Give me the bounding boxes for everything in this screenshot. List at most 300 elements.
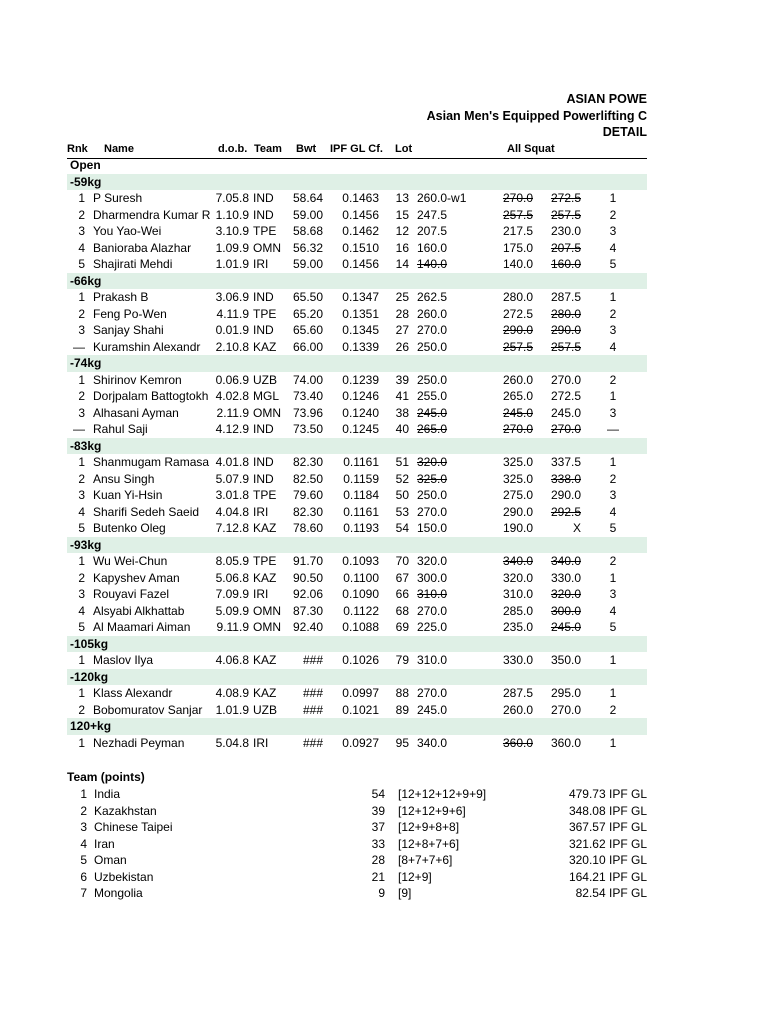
- team-name: Kazakhstan: [94, 803, 157, 818]
- team-rank: 3: [80, 820, 87, 834]
- squat-place: 2: [609, 372, 617, 387]
- squat-attempt-3: 257.5: [550, 207, 581, 222]
- squat-attempt-3: 245.0: [550, 405, 581, 420]
- athlete-name: Wu Wei-Chun: [93, 554, 168, 568]
- rank-cell: 2: [78, 471, 85, 486]
- squat-attempt-3: 257.5: [550, 339, 581, 354]
- ipf-gl-cell: 0.1193: [343, 521, 379, 535]
- lot-cell: 12: [395, 224, 409, 238]
- ipf-gl-cell: 0.1510: [342, 240, 379, 255]
- bodyweight-cell: ###: [302, 702, 323, 717]
- lot-cell: 67: [395, 570, 409, 585]
- dob-cell: 5.07.9: [215, 471, 249, 486]
- rank-cell: 2: [78, 570, 85, 585]
- lot-cell: 68: [395, 603, 409, 618]
- team-points-detail: [12+12+12+9+9]: [398, 787, 487, 801]
- weight-class-label: -74kg: [70, 356, 102, 370]
- squat-attempt-2: 280.0: [502, 290, 533, 304]
- lot-cell: 25: [395, 290, 409, 304]
- team-cell: IND: [253, 191, 274, 205]
- dob-cell: 4.02.8: [215, 389, 249, 403]
- ipf-gl-cell: 0.1345: [342, 323, 379, 337]
- dob-cell: 9.11.9: [216, 620, 249, 634]
- rank-cell: 3: [78, 587, 85, 601]
- header-all-squat: All Squat: [507, 143, 555, 155]
- squat-attempt-3: 338.0: [550, 471, 581, 486]
- ipf-gl-cell: 0.1093: [342, 554, 379, 568]
- lot-cell: 40: [395, 422, 409, 436]
- ipf-gl-cell: 0.1088: [342, 620, 379, 634]
- dob-cell: 1.01.9: [215, 702, 249, 717]
- lot-cell: 54: [395, 521, 409, 535]
- bodyweight-cell: ###: [302, 686, 323, 700]
- lot-cell: 38: [395, 405, 409, 420]
- team-cell: KAZ: [253, 653, 277, 667]
- team-ipf-gl-score: 321.62 IPF GL: [568, 836, 647, 851]
- team-ipf-gl-score: 479.73 IPF GL: [568, 787, 647, 801]
- weight-class-header: [67, 636, 647, 653]
- squat-attempt-1: 260.0: [417, 306, 448, 321]
- squat-attempt-3: 270.0: [550, 702, 581, 717]
- squat-attempt-3: 280.0: [550, 306, 581, 321]
- squat-place: 5: [609, 620, 617, 634]
- squat-attempt-3: 270.0: [550, 372, 581, 387]
- header-lot: Lot: [395, 143, 413, 155]
- lot-cell: 69: [395, 620, 409, 634]
- squat-attempt-1: 150.0: [417, 521, 448, 535]
- athlete-name: Kapyshev Aman: [93, 570, 180, 585]
- team-cell: KAZ: [253, 521, 277, 535]
- squat-attempt-1: 300.0: [417, 570, 448, 585]
- rank-cell: 5: [78, 257, 85, 271]
- dob-cell: 2.11.9: [216, 405, 249, 420]
- bodyweight-cell: 74.00: [292, 372, 323, 387]
- lot-cell: 50: [395, 488, 409, 502]
- lot-cell: 14: [395, 257, 409, 271]
- squat-attempt-2: 325.0: [502, 471, 533, 486]
- athlete-row: [67, 471, 647, 488]
- ipf-gl-cell: 0.1122: [343, 603, 379, 618]
- results-table: [67, 157, 647, 751]
- squat-attempt-1: 270.0: [417, 686, 448, 700]
- ipf-gl-cell: 0.1239: [342, 372, 379, 387]
- ipf-gl-cell: 0.1161: [343, 455, 379, 469]
- squat-attempt-1: 262.5: [417, 290, 448, 304]
- bodyweight-cell: 82.50: [292, 471, 323, 486]
- rank-cell: 1: [78, 554, 85, 568]
- bodyweight-cell: 92.40: [292, 620, 323, 634]
- dob-cell: 4.12.9: [215, 422, 249, 436]
- lot-cell: 39: [395, 372, 409, 387]
- team-cell: IND: [253, 471, 274, 486]
- athlete-row: [67, 306, 647, 323]
- squat-attempt-3: 290.0: [550, 323, 581, 337]
- rank-cell: 3: [78, 224, 85, 238]
- squat-attempt-1: 207.5: [417, 224, 448, 238]
- squat-attempt-2: 325.0: [502, 455, 533, 469]
- team-cell: OMN: [253, 240, 281, 255]
- ipf-gl-cell: 0.0997: [342, 686, 379, 700]
- athlete-row: [67, 207, 647, 224]
- athlete-row: [67, 322, 647, 339]
- bodyweight-cell: 78.60: [292, 521, 323, 535]
- squat-attempt-2: 310.0: [502, 587, 533, 601]
- bodyweight-cell: 58.68: [292, 224, 323, 238]
- dob-cell: 5.09.9: [215, 603, 249, 618]
- team-cell: UZB: [253, 372, 277, 387]
- team-name: Mongolia: [94, 886, 143, 900]
- squat-attempt-2: 330.0: [502, 653, 533, 667]
- squat-attempt-1: 250.0: [417, 488, 448, 502]
- dob-cell: 1.01.9: [215, 257, 249, 271]
- ipf-gl-cell: 0.1245: [342, 422, 379, 436]
- team-ipf-gl-score: 367.57 IPF GL: [568, 820, 647, 834]
- team-cell: KAZ: [253, 339, 277, 354]
- squat-place: 1: [609, 290, 617, 304]
- ipf-gl-cell: 0.1240: [342, 405, 379, 420]
- lot-cell: 28: [395, 306, 409, 321]
- team-ipf-gl-score: 320.10 IPF GL: [568, 853, 647, 867]
- document-title-line-3: DETAIL: [602, 125, 647, 139]
- weight-class-label: -93kg: [70, 537, 102, 552]
- bodyweight-cell: 73.40: [292, 389, 323, 403]
- dob-cell: 1.10.9: [215, 207, 249, 222]
- team-name: Oman: [94, 853, 127, 867]
- athlete-row: [67, 735, 647, 752]
- squat-place: 4: [609, 504, 617, 519]
- athlete-row: [67, 240, 647, 257]
- squat-attempt-3: 290.0: [550, 488, 581, 502]
- athlete-name: Rahul Saji: [93, 422, 148, 436]
- dob-cell: 8.05.9: [215, 554, 249, 568]
- team-cell: UZB: [253, 702, 277, 717]
- squat-attempt-3: 272.5: [550, 389, 581, 403]
- squat-place: 1: [609, 389, 617, 403]
- ipf-gl-cell: 0.1347: [342, 290, 379, 304]
- squat-place: 5: [609, 521, 617, 535]
- header-dob: d.o.b.: [218, 143, 248, 155]
- team-row: [67, 803, 647, 820]
- team-cell: IRI: [253, 257, 269, 271]
- team-name: Iran: [94, 836, 115, 851]
- squat-attempt-1: 250.0: [417, 372, 448, 387]
- team-points-detail: [12+9+8+8]: [398, 820, 460, 834]
- bodyweight-cell: 59.00: [292, 257, 323, 271]
- team-rank: 2: [80, 803, 87, 818]
- athlete-name: Bobomuratov Sanjar: [93, 702, 203, 717]
- team-cell: IND: [253, 290, 274, 304]
- squat-attempt-3: 350.0: [550, 653, 581, 667]
- bodyweight-cell: 59.00: [292, 207, 323, 222]
- team-rank: 5: [80, 853, 87, 867]
- squat-attempt-1: 255.0: [417, 389, 448, 403]
- team-name: Uzbekistan: [94, 869, 154, 884]
- team-cell: IND: [253, 422, 274, 436]
- rank-cell: 1: [78, 653, 85, 667]
- squat-attempt-3: 360.0: [550, 735, 581, 750]
- team-row: [67, 852, 647, 869]
- ipf-gl-cell: 0.1456: [342, 207, 379, 222]
- squat-attempt-3: 300.0: [550, 603, 581, 618]
- squat-attempt-1: 265.0: [417, 422, 448, 436]
- squat-attempt-1: 140.0: [417, 257, 448, 271]
- weight-class-label: -66kg: [70, 273, 102, 288]
- bodyweight-cell: 91.70: [292, 554, 323, 568]
- ipf-gl-cell: 0.1339: [342, 339, 379, 354]
- team-rank: 7: [80, 886, 87, 900]
- squat-place: 3: [609, 587, 617, 601]
- bodyweight-cell: 58.64: [292, 191, 323, 205]
- bodyweight-cell: 79.60: [292, 488, 323, 502]
- athlete-name: Kuramshin Alexandr: [93, 339, 201, 354]
- squat-attempt-2: 260.0: [502, 702, 533, 717]
- lot-cell: 15: [395, 207, 409, 222]
- bodyweight-cell: 56.32: [292, 240, 323, 255]
- team-points: 28: [371, 853, 385, 867]
- team-ipf-gl-score: 164.21 IPF GL: [568, 869, 647, 884]
- squat-attempt-2: 272.5: [502, 306, 533, 321]
- team-ipf-gl-score: 82.54 IPF GL: [575, 886, 647, 900]
- athlete-row: [67, 388, 647, 405]
- header-rnk: Rnk: [67, 143, 88, 155]
- weight-class-header: [67, 174, 647, 191]
- team-cell: TPE: [253, 224, 277, 238]
- athlete-name: Rouyavi Fazel: [93, 587, 170, 601]
- dob-cell: 4.04.8: [215, 504, 249, 519]
- squat-place: 2: [609, 471, 617, 486]
- lot-cell: 70: [395, 554, 409, 568]
- lot-cell: 27: [395, 323, 409, 337]
- lot-cell: 66: [395, 587, 409, 601]
- squat-attempt-2: 285.0: [502, 603, 533, 618]
- rank-cell: 3: [78, 323, 85, 337]
- bodyweight-cell: 66.00: [292, 339, 323, 354]
- bodyweight-cell: 65.20: [292, 306, 323, 321]
- athlete-name: Dharmendra Kumar R: [93, 207, 211, 222]
- athlete-row: [67, 372, 647, 389]
- squat-place: 1: [609, 653, 617, 667]
- rank-cell: 3: [78, 405, 85, 420]
- athlete-name: Kuan Yi-Hsin: [93, 488, 163, 502]
- athlete-row: [67, 405, 647, 422]
- weight-class-header: [67, 537, 647, 554]
- header-bwt: Bwt: [296, 143, 317, 155]
- ipf-gl-cell: 0.1456: [342, 257, 379, 271]
- squat-place: 4: [609, 240, 617, 255]
- team-points: 21: [371, 869, 385, 884]
- rank-cell: 1: [78, 455, 85, 469]
- weight-class-label: 120+kg: [70, 719, 112, 733]
- athlete-name: Prakash B: [93, 290, 149, 304]
- team-name: India: [94, 787, 121, 801]
- lot-cell: 53: [395, 504, 409, 519]
- weight-class-label: -120kg: [70, 669, 109, 684]
- rank-cell: 5: [78, 521, 85, 535]
- weight-class-header: [67, 669, 647, 686]
- athlete-name: Banioraba Alazhar: [93, 240, 192, 255]
- squat-attempt-2: 320.0: [502, 570, 533, 585]
- lot-cell: 16: [395, 240, 409, 255]
- athlete-row: [67, 553, 647, 570]
- bodyweight-cell: 65.60: [292, 323, 323, 337]
- lot-cell: 79: [395, 653, 409, 667]
- team-rank: 1: [80, 787, 87, 801]
- lot-cell: 88: [395, 686, 409, 700]
- team-cell: IND: [253, 323, 274, 337]
- athlete-name: Butenko Oleg: [93, 521, 166, 535]
- athlete-row: [67, 339, 647, 356]
- squat-attempt-3: 320.0: [550, 587, 581, 601]
- athlete-row: [67, 487, 647, 504]
- team-name: Chinese Taipei: [94, 820, 173, 834]
- team-points: 54: [371, 787, 385, 801]
- squat-attempt-3: 340.0: [550, 554, 581, 568]
- team-points: 9: [378, 886, 385, 900]
- rank-cell: 2: [78, 207, 85, 222]
- team-points-detail: [12+9]: [398, 869, 432, 884]
- team-rank: 4: [80, 836, 87, 851]
- team-cell: OMN: [253, 620, 281, 634]
- bodyweight-cell: ###: [302, 735, 323, 750]
- squat-place: 5: [609, 257, 617, 271]
- team-cell: TPE: [253, 554, 277, 568]
- team-cell: KAZ: [253, 686, 277, 700]
- team-row: [67, 885, 647, 902]
- squat-attempt-1: 260.0-w1: [417, 191, 467, 205]
- squat-attempt-1: 325.0: [417, 471, 448, 486]
- dob-cell: 1.09.9: [215, 240, 249, 255]
- squat-attempt-1: 250.0: [417, 339, 448, 354]
- squat-attempt-1: 160.0: [417, 240, 448, 255]
- team-points: 37: [371, 820, 385, 834]
- lot-cell: 26: [395, 339, 409, 354]
- athlete-row: [67, 586, 647, 603]
- athlete-row: [67, 570, 647, 587]
- lot-cell: 95: [395, 735, 409, 750]
- dob-cell: 5.06.8: [215, 570, 249, 585]
- squat-attempt-3: 287.5: [550, 290, 581, 304]
- squat-place: 4: [609, 339, 617, 354]
- team-cell: KAZ: [253, 570, 277, 585]
- bodyweight-cell: 87.30: [292, 603, 323, 618]
- squat-attempt-3: X: [572, 521, 581, 535]
- squat-attempt-2: 270.0: [502, 422, 533, 436]
- rank-cell: 1: [78, 735, 85, 750]
- squat-place: 2: [609, 207, 617, 222]
- athlete-row: [67, 685, 647, 702]
- athlete-row: [67, 520, 647, 537]
- team-row: [67, 836, 647, 853]
- ipf-gl-cell: 0.1161: [343, 504, 379, 519]
- athlete-row: [67, 619, 647, 636]
- squat-attempt-3: 230.0: [550, 224, 581, 238]
- squat-place: 1: [609, 455, 617, 469]
- header-team: Team: [254, 143, 282, 155]
- rank-cell: —: [73, 422, 85, 436]
- dob-cell: 4.08.9: [215, 686, 249, 700]
- ipf-gl-cell: 0.0927: [342, 735, 379, 750]
- athlete-row: [67, 702, 647, 719]
- ipf-gl-cell: 0.1462: [342, 224, 379, 238]
- athlete-name: P Suresh: [93, 191, 143, 205]
- squat-attempt-2: 140.0: [502, 257, 533, 271]
- athlete-name: Ansu Singh: [93, 471, 155, 486]
- athlete-name: Feng Po-Wen: [93, 306, 167, 321]
- team-rank: 6: [80, 869, 87, 884]
- athlete-row: [67, 454, 647, 471]
- squat-place: 1: [609, 191, 617, 205]
- squat-attempt-2: 275.0: [502, 488, 533, 502]
- squat-attempt-3: 245.0: [550, 620, 581, 634]
- header-name: Name: [104, 143, 134, 155]
- squat-place: 2: [609, 702, 617, 717]
- athlete-row: [67, 256, 647, 273]
- squat-place: 3: [609, 488, 617, 502]
- rank-cell: 5: [78, 620, 85, 634]
- squat-attempt-1: 270.0: [417, 603, 448, 618]
- team-points-detail: [12+12+9+6]: [398, 803, 466, 818]
- division-text: Open: [70, 158, 101, 172]
- squat-place: 4: [609, 603, 617, 618]
- dob-cell: 3.01.8: [215, 488, 249, 502]
- squat-attempt-3: 270.0: [550, 422, 581, 436]
- athlete-row: [67, 504, 647, 521]
- squat-attempt-3: 160.0: [550, 257, 581, 271]
- athlete-name: Shajirati Mehdi: [93, 257, 173, 271]
- bodyweight-cell: 92.06: [292, 587, 323, 601]
- squat-attempt-2: 257.5: [502, 339, 533, 354]
- athlete-name: Nezhadi Peyman: [93, 735, 185, 750]
- lot-cell: 51: [395, 455, 409, 469]
- team-cell: IRI: [253, 504, 269, 519]
- team-points-detail: [9]: [398, 886, 412, 900]
- document-title-line-2: Asian Men's Equipped Powerlifting C: [426, 109, 647, 123]
- lot-cell: 13: [395, 191, 409, 205]
- rank-cell: 2: [78, 702, 85, 717]
- squat-attempt-1: 225.0: [417, 620, 448, 634]
- squat-place: —: [607, 422, 619, 436]
- bodyweight-cell: 90.50: [292, 570, 323, 585]
- squat-attempt-1: 320.0: [417, 455, 448, 469]
- rank-cell: 4: [78, 504, 85, 519]
- team-cell: IRI: [253, 735, 269, 750]
- weight-class-label: -59kg: [70, 174, 102, 189]
- lot-cell: 89: [395, 702, 409, 717]
- ipf-gl-cell: 0.1090: [342, 587, 379, 601]
- squat-attempt-2: 235.0: [502, 620, 533, 634]
- athlete-name: Maslov Ilya: [93, 653, 154, 667]
- team-cell: IRI: [253, 587, 269, 601]
- dob-cell: 7.09.9: [215, 587, 249, 601]
- team-row: [67, 786, 647, 803]
- squat-place: 2: [609, 306, 617, 321]
- weight-class-label: -83kg: [70, 438, 102, 453]
- team-cell: IND: [253, 207, 274, 222]
- athlete-name: Sanjay Shahi: [93, 323, 164, 337]
- bodyweight-cell: 65.50: [292, 290, 323, 304]
- weight-class-label: -105kg: [70, 636, 109, 651]
- squat-attempt-2: 340.0: [502, 554, 533, 568]
- ipf-gl-cell: 0.1159: [343, 471, 379, 486]
- squat-place: 1: [609, 735, 617, 750]
- squat-attempt-1: 270.0: [417, 504, 448, 519]
- squat-attempt-1: 245.0: [417, 405, 448, 420]
- rank-cell: 2: [78, 306, 85, 321]
- lot-cell: 41: [395, 389, 409, 403]
- rank-cell: 1: [78, 191, 85, 205]
- team-cell: OMN: [253, 603, 281, 618]
- athlete-row: [67, 603, 647, 620]
